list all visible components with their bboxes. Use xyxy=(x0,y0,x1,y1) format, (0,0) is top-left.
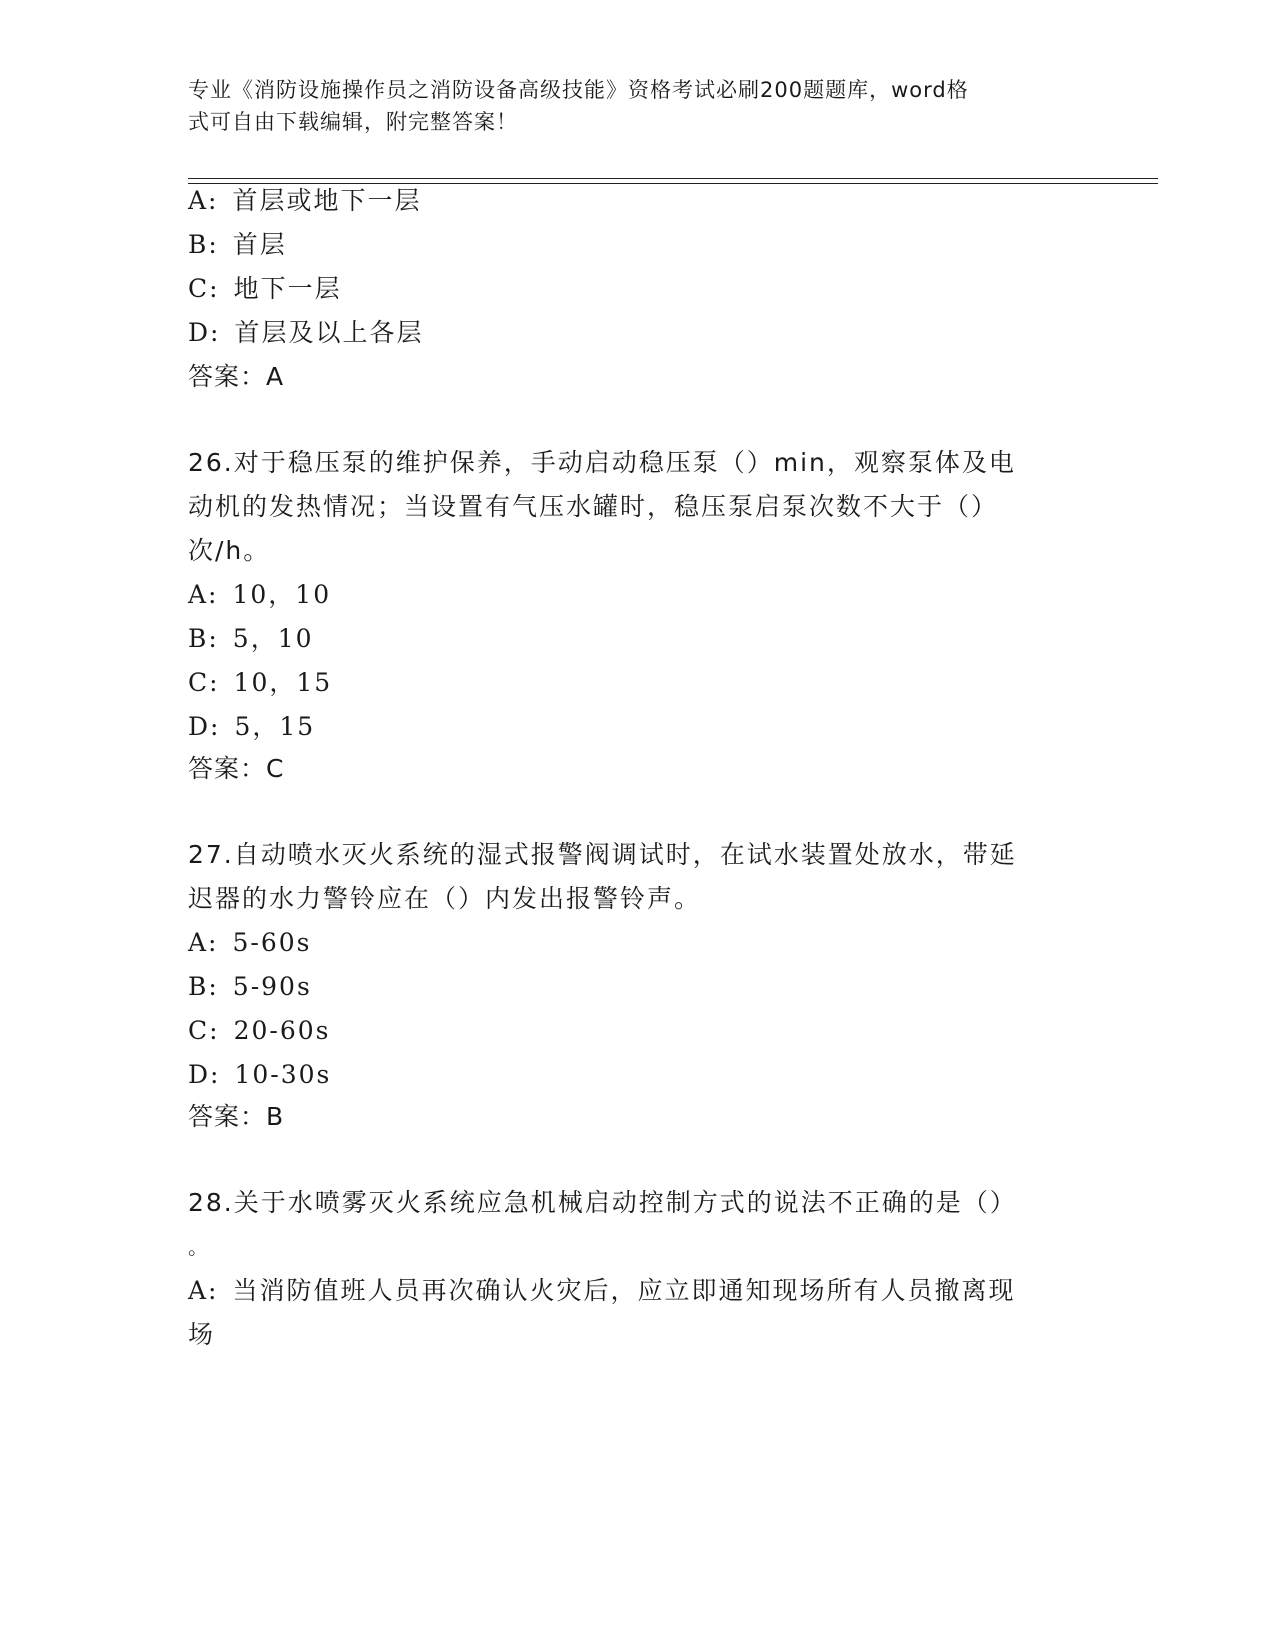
q28-option-a-continuation: 场 xyxy=(188,1320,216,1349)
q25-option-a: A: 首层或地下一层 xyxy=(188,186,422,215)
q26-option-a: A: 10，10 xyxy=(188,580,332,609)
q26-option-d: D: 5，15 xyxy=(188,712,316,741)
q28-stem-line-2: 。 xyxy=(188,1235,210,1259)
q27-option-c: C: 20-60s xyxy=(188,1016,331,1045)
q26-option-b: B: 5，10 xyxy=(188,624,314,653)
q27-answer: 答案：B xyxy=(188,1102,285,1131)
q27-stem-line-2: 迟器的水力警铃应在（）内发出报警铃声。 xyxy=(188,884,702,913)
q26-option-c: C: 10，15 xyxy=(188,668,333,697)
q27-option-d: D: 10-30s xyxy=(188,1060,332,1089)
q27-option-b: B: 5-90s xyxy=(188,972,312,1001)
header-line-1: 专业《消防设施操作员之消防设备高级技能》资格考试必刷200题题库，word格 xyxy=(188,78,969,102)
q26-stem-line-2: 动机的发热情况；当设置有气压水罐时，稳压泵启泵次数不大于（） xyxy=(188,492,999,521)
q25-option-b: B: 首层 xyxy=(188,230,287,259)
q28-stem-line-1: 28.关于水喷雾灭火系统应急机械启动控制方式的说法不正确的是（） xyxy=(188,1188,1017,1217)
q28-option-a: A: 当消防值班人员再次确认火灾后，应立即通知现场所有人员撤离现 xyxy=(188,1276,1016,1305)
document-header xyxy=(188,74,1068,138)
q27-option-a: A: 5-60s xyxy=(188,928,312,957)
header-line-2: 式可自由下载编辑，附完整答案！ xyxy=(188,110,518,134)
q25-option-c: C: 地下一层 xyxy=(188,274,342,303)
q26-stem-line-1: 26.对于稳压泵的维护保养，手动启动稳压泵（）min，观察泵体及电 xyxy=(188,448,1016,477)
q26-stem-line-3: 次/h。 xyxy=(188,536,271,565)
q27-stem-line-1: 27.自动喷水灭火系统的湿式报警阀调试时，在试水装置处放水，带延 xyxy=(188,840,1017,869)
q25-option-d: D: 首层及以上各层 xyxy=(188,318,424,347)
q26-answer: 答案：C xyxy=(188,754,285,783)
q25-answer: 答案：A xyxy=(188,362,285,391)
